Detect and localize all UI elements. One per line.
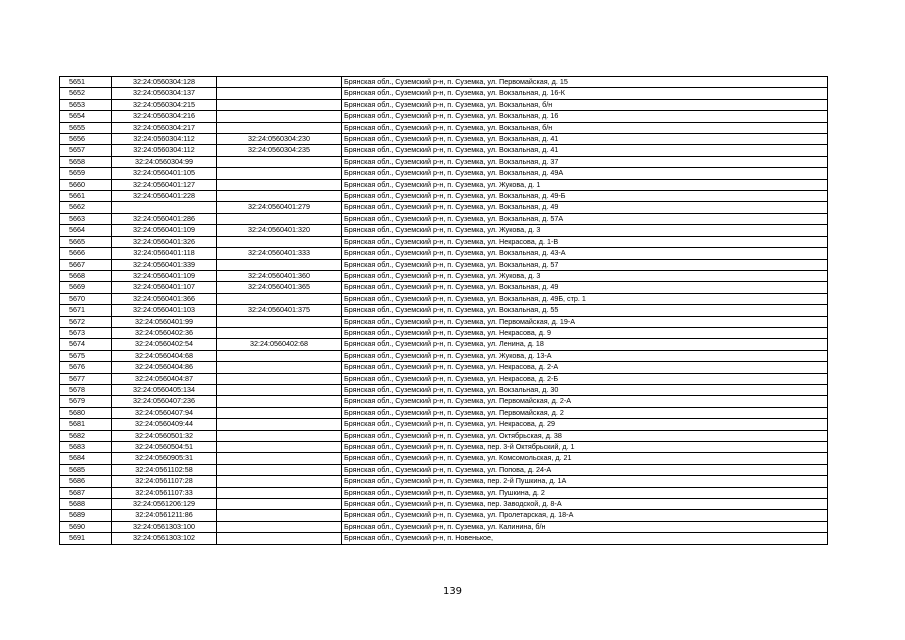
table-row (60, 236, 828, 247)
table-row (60, 419, 828, 430)
cadastral-number-cell: 32:24:0560405:134 (112, 384, 217, 395)
row-number-cell: 5670 (60, 293, 112, 304)
table-row (60, 384, 828, 395)
table-row (60, 430, 828, 441)
related-cadastral-number-cell (217, 487, 342, 498)
related-cadastral-number-cell: 32:24:0560401:365 (217, 282, 342, 293)
address-cell: Брянская обл., Суземский р-н, п. Суземка, ул. Вокзальная, д. 41 (342, 145, 828, 156)
row-number-cell: 5673 (60, 327, 112, 338)
related-cadastral-number-cell (217, 373, 342, 384)
row-number-cell: 5655 (60, 122, 112, 133)
related-cadastral-number-cell (217, 453, 342, 464)
related-cadastral-number-cell: 32:24:0560401:375 (217, 305, 342, 316)
table-row (60, 476, 828, 487)
table-row (60, 453, 828, 464)
related-cadastral-number-cell (217, 293, 342, 304)
address-cell: Брянская обл., Суземский р-н, п. Суземка, ул. Некрасова, д. 1-В (342, 236, 828, 247)
row-number-cell: 5687 (60, 487, 112, 498)
table-row (60, 533, 828, 544)
related-cadastral-number-cell (217, 88, 342, 99)
address-cell: Брянская обл., Суземский р-н, п. Суземка, пер. 2-й Пушкина, д. 1А (342, 476, 828, 487)
cadastral-number-cell: 32:24:0560304:215 (112, 99, 217, 110)
address-cell: Брянская обл., Суземский р-н, п. Суземка, ул. Вокзальная, д. 49А (342, 168, 828, 179)
cadastral-number-cell: 32:24:0560304:217 (112, 122, 217, 133)
table-row (60, 407, 828, 418)
row-number-cell: 5671 (60, 305, 112, 316)
row-number-cell: 5653 (60, 99, 112, 110)
related-cadastral-number-cell (217, 419, 342, 430)
address-cell: Брянская обл., Суземский р-н, п. Суземка, ул. Жукова, д. 3 (342, 270, 828, 281)
cadastral-number-cell: 32:24:0560401:105 (112, 168, 217, 179)
cadastral-number-cell: 32:24:0560401:286 (112, 213, 217, 224)
cadastral-number-cell: 32:24:0560401:326 (112, 236, 217, 247)
related-cadastral-number-cell (217, 350, 342, 361)
page-number: 139 (442, 586, 463, 597)
table-row (60, 373, 828, 384)
cadastral-number-cell: 32:24:0560304:216 (112, 111, 217, 122)
row-number-cell: 5663 (60, 213, 112, 224)
cadastral-number-cell: 32:24:0561211:86 (112, 510, 217, 521)
address-cell: Брянская обл., Суземский р-н, п. Суземка, ул. Вокзальная, д. 57 (342, 259, 828, 270)
related-cadastral-number-cell (217, 156, 342, 167)
related-cadastral-number-cell (217, 384, 342, 395)
address-cell: Брянская обл., Суземский р-н, п. Суземка, ул. Ленина, д. 18 (342, 339, 828, 350)
related-cadastral-number-cell (217, 111, 342, 122)
row-number-cell: 5677 (60, 373, 112, 384)
cadastral-number-cell: 32:24:0560304:112 (112, 134, 217, 145)
address-cell: Брянская обл., Суземский р-н, п. Суземка, ул. Комсомольская, д. 21 (342, 453, 828, 464)
related-cadastral-number-cell: 32:24:0560401:360 (217, 270, 342, 281)
address-cell: Брянская обл., Суземский р-н, п. Суземка, ул. Некрасова, д. 2-А (342, 362, 828, 373)
related-cadastral-number-cell: 32:24:0560304:235 (217, 145, 342, 156)
related-cadastral-number-cell (217, 396, 342, 407)
cadastral-number-cell: 32:24:0560401:107 (112, 282, 217, 293)
cadastral-number-cell: 32:24:0561107:28 (112, 476, 217, 487)
row-number-cell: 5691 (60, 533, 112, 544)
row-number-cell: 5654 (60, 111, 112, 122)
row-number-cell: 5674 (60, 339, 112, 350)
related-cadastral-number-cell (217, 77, 342, 88)
cadastral-number-cell: 32:24:0560401:99 (112, 316, 217, 327)
cadastral-number-cell: 32:24:0560404:87 (112, 373, 217, 384)
cadastral-number-cell: 32:24:0561303:100 (112, 521, 217, 532)
row-number-cell: 5664 (60, 225, 112, 236)
table-row (60, 202, 828, 213)
table-row (60, 248, 828, 259)
cadastral-number-cell: 32:24:0560401:118 (112, 248, 217, 259)
row-number-cell: 5668 (60, 270, 112, 281)
related-cadastral-number-cell (217, 499, 342, 510)
table-row (60, 156, 828, 167)
related-cadastral-number-cell (217, 122, 342, 133)
table-row (60, 293, 828, 304)
related-cadastral-number-cell (217, 533, 342, 544)
related-cadastral-number-cell (217, 179, 342, 190)
related-cadastral-number-cell: 32:24:0560304:230 (217, 134, 342, 145)
row-number-cell: 5682 (60, 430, 112, 441)
row-number-cell: 5681 (60, 419, 112, 430)
table-row (60, 487, 828, 498)
cadastral-number-cell: 32:24:0560402:54 (112, 339, 217, 350)
related-cadastral-number-cell (217, 316, 342, 327)
address-cell: Брянская обл., Суземский р-н, п. Суземка, ул. Вокзальная, д. 16 (342, 111, 828, 122)
address-cell: Брянская обл., Суземский р-н, п. Суземка, ул. Жукова, д. 13-А (342, 350, 828, 361)
address-cell: Брянская обл., Суземский р-н, п. Суземка, ул. Некрасова, д. 2-Б (342, 373, 828, 384)
cadastral-number-cell: 32:24:0560905:31 (112, 453, 217, 464)
related-cadastral-number-cell (217, 510, 342, 521)
cadastral-number-cell: 32:24:0561107:33 (112, 487, 217, 498)
cadastral-number-cell: 32:24:0561206:129 (112, 499, 217, 510)
address-cell: Брянская обл., Суземский р-н, п. Суземка, ул. Некрасова, д. 9 (342, 327, 828, 338)
address-cell: Брянская обл., Суземский р-н, п. Суземка, ул. Октябрьская, д. 38 (342, 430, 828, 441)
address-cell: Брянская обл., Суземский р-н, п. Суземка, ул. Вокзальная, б/н (342, 122, 828, 133)
cadastral-number-cell: 32:24:0561303:102 (112, 533, 217, 544)
table-row (60, 305, 828, 316)
related-cadastral-number-cell (217, 464, 342, 475)
address-cell: Брянская обл., Суземский р-н, п. Суземка, ул. Вокзальная, д. 43-А (342, 248, 828, 259)
row-number-cell: 5675 (60, 350, 112, 361)
table-row (60, 99, 828, 110)
table-row (60, 499, 828, 510)
cadastral-number-cell (112, 202, 217, 213)
related-cadastral-number-cell (217, 327, 342, 338)
cadastral-number-cell: 32:24:0560402:36 (112, 327, 217, 338)
address-cell: Брянская обл., Суземский р-н, п. Суземка, ул. Вокзальная, б/н (342, 99, 828, 110)
address-cell: Брянская обл., Суземский р-н, п. Новенькое, (342, 533, 828, 544)
row-number-cell: 5660 (60, 179, 112, 190)
related-cadastral-number-cell (217, 168, 342, 179)
address-cell: Брянская обл., Суземский р-н, п. Суземка, ул. Первомайская, д. 2-А (342, 396, 828, 407)
cadastral-number-cell: 32:24:0560401:339 (112, 259, 217, 270)
cadastral-number-cell: 32:24:0560409:44 (112, 419, 217, 430)
table-row (60, 145, 828, 156)
row-number-cell: 5667 (60, 259, 112, 270)
address-cell: Брянская обл., Суземский р-н, п. Суземка, ул. Вокзальная, д. 49 (342, 202, 828, 213)
row-number-cell: 5662 (60, 202, 112, 213)
cadastral-number-cell: 32:24:0560501:32 (112, 430, 217, 441)
row-number-cell: 5680 (60, 407, 112, 418)
table-row (60, 510, 828, 521)
table-row (60, 362, 828, 373)
table-row (60, 316, 828, 327)
cadastral-number-cell: 32:24:0560404:86 (112, 362, 217, 373)
related-cadastral-number-cell: 32:24:0560401:333 (217, 248, 342, 259)
related-cadastral-number-cell (217, 191, 342, 202)
address-cell: Брянская обл., Суземский р-н, п. Суземка, ул. Вокзальная, д. 16-К (342, 88, 828, 99)
related-cadastral-number-cell: 32:24:0560402:68 (217, 339, 342, 350)
address-cell: Брянская обл., Суземский р-н, п. Суземка, ул. Пролетарская, д. 18-А (342, 510, 828, 521)
related-cadastral-number-cell (217, 442, 342, 453)
address-cell: Брянская обл., Суземский р-н, п. Суземка, ул. Вокзальная, д. 41 (342, 134, 828, 145)
row-number-cell: 5679 (60, 396, 112, 407)
address-cell: Брянская обл., Суземский р-н, п. Суземка, пер. 3-й Октябрьский, д. 1 (342, 442, 828, 453)
table-row (60, 77, 828, 88)
table-row (60, 282, 828, 293)
table-row (60, 168, 828, 179)
table-row (60, 350, 828, 361)
cadastral-number-cell: 32:24:0560404:68 (112, 350, 217, 361)
cadastral-number-cell: 32:24:0560304:128 (112, 77, 217, 88)
related-cadastral-number-cell (217, 259, 342, 270)
table-row (60, 225, 828, 236)
address-cell: Брянская обл., Суземский р-н, п. Суземка, ул. Вокзальная, д. 49Б, стр. 1 (342, 293, 828, 304)
row-number-cell: 5683 (60, 442, 112, 453)
address-cell: Брянская обл., Суземский р-н, п. Суземка, ул. Первомайская, д. 2 (342, 407, 828, 418)
row-number-cell: 5659 (60, 168, 112, 179)
address-cell: Брянская обл., Суземский р-н, п. Суземка, ул. Вокзальная, д. 30 (342, 384, 828, 395)
row-number-cell: 5651 (60, 77, 112, 88)
row-number-cell: 5684 (60, 453, 112, 464)
cadastral-number-cell: 32:24:0560304:112 (112, 145, 217, 156)
cadastral-number-cell: 32:24:0560407:236 (112, 396, 217, 407)
table-row (60, 259, 828, 270)
address-cell: Брянская обл., Суземский р-н, п. Суземка, ул. Вокзальная, д. 49 (342, 282, 828, 293)
row-number-cell: 5669 (60, 282, 112, 293)
address-cell: Брянская обл., Суземский р-н, п. Суземка, ул. Вокзальная, д. 57А (342, 213, 828, 224)
table-row (60, 270, 828, 281)
row-number-cell: 5690 (60, 521, 112, 532)
address-cell: Брянская обл., Суземский р-н, п. Суземка, ул. Пушкина, д. 2 (342, 487, 828, 498)
related-cadastral-number-cell (217, 213, 342, 224)
row-number-cell: 5689 (60, 510, 112, 521)
related-cadastral-number-cell (217, 407, 342, 418)
table-row (60, 327, 828, 338)
row-number-cell: 5685 (60, 464, 112, 475)
related-cadastral-number-cell (217, 236, 342, 247)
cadastral-number-cell: 32:24:0560304:137 (112, 88, 217, 99)
table-row (60, 339, 828, 350)
address-cell: Брянская обл., Суземский р-н, п. Суземка, ул. Калинина, б/н (342, 521, 828, 532)
row-number-cell: 5657 (60, 145, 112, 156)
cadastral-number-cell: 32:24:0561102:58 (112, 464, 217, 475)
row-number-cell: 5676 (60, 362, 112, 373)
row-number-cell: 5688 (60, 499, 112, 510)
row-number-cell: 5678 (60, 384, 112, 395)
address-cell: Брянская обл., Суземский р-н, п. Суземка, ул. Попова, д. 24-А (342, 464, 828, 475)
row-number-cell: 5665 (60, 236, 112, 247)
table-row (60, 179, 828, 190)
registry-table-body (60, 77, 828, 545)
address-cell: Брянская обл., Суземский р-н, п. Суземка, ул. Вокзальная, д. 37 (342, 156, 828, 167)
table-row (60, 464, 828, 475)
related-cadastral-number-cell (217, 99, 342, 110)
related-cadastral-number-cell (217, 430, 342, 441)
related-cadastral-number-cell: 32:24:0560401:279 (217, 202, 342, 213)
table-row (60, 442, 828, 453)
cadastral-number-cell: 32:24:0560401:103 (112, 305, 217, 316)
cadastral-number-cell: 32:24:0560504:51 (112, 442, 217, 453)
address-cell: Брянская обл., Суземский р-н, п. Суземка, ул. Первомайская, д. 15 (342, 77, 828, 88)
address-cell: Брянская обл., Суземский р-н, п. Суземка, ул. Некрасова, д. 29 (342, 419, 828, 430)
address-cell: Брянская обл., Суземский р-н, п. Суземка, пер. Заводской, д. 8-А (342, 499, 828, 510)
table-row (60, 521, 828, 532)
cadastral-number-cell: 32:24:0560401:366 (112, 293, 217, 304)
registry-table (59, 76, 828, 545)
related-cadastral-number-cell (217, 476, 342, 487)
cadastral-number-cell: 32:24:0560304:99 (112, 156, 217, 167)
cadastral-number-cell: 32:24:0560401:127 (112, 179, 217, 190)
address-cell: Брянская обл., Суземский р-н, п. Суземка, ул. Вокзальная, д. 49-Б (342, 191, 828, 202)
cadastral-number-cell: 32:24:0560407:94 (112, 407, 217, 418)
address-cell: Брянская обл., Суземский р-н, п. Суземка, ул. Первомайская, д. 19-А (342, 316, 828, 327)
table-row (60, 88, 828, 99)
row-number-cell: 5656 (60, 134, 112, 145)
table-row (60, 122, 828, 133)
cadastral-number-cell: 32:24:0560401:109 (112, 225, 217, 236)
row-number-cell: 5652 (60, 88, 112, 99)
table-row (60, 396, 828, 407)
row-number-cell: 5661 (60, 191, 112, 202)
address-cell: Брянская обл., Суземский р-н, п. Суземка, ул. Жукова, д. 3 (342, 225, 828, 236)
row-number-cell: 5672 (60, 316, 112, 327)
address-cell: Брянская обл., Суземский р-н, п. Суземка, ул. Жукова, д. 1 (342, 179, 828, 190)
table-row (60, 191, 828, 202)
related-cadastral-number-cell: 32:24:0560401:320 (217, 225, 342, 236)
address-cell: Брянская обл., Суземский р-н, п. Суземка, ул. Вокзальная, д. 55 (342, 305, 828, 316)
row-number-cell: 5658 (60, 156, 112, 167)
related-cadastral-number-cell (217, 521, 342, 532)
row-number-cell: 5666 (60, 248, 112, 259)
table-row (60, 213, 828, 224)
table-row (60, 111, 828, 122)
cadastral-number-cell: 32:24:0560401:109 (112, 270, 217, 281)
related-cadastral-number-cell (217, 362, 342, 373)
row-number-cell: 5686 (60, 476, 112, 487)
table-row (60, 134, 828, 145)
cadastral-number-cell: 32:24:0560401:228 (112, 191, 217, 202)
